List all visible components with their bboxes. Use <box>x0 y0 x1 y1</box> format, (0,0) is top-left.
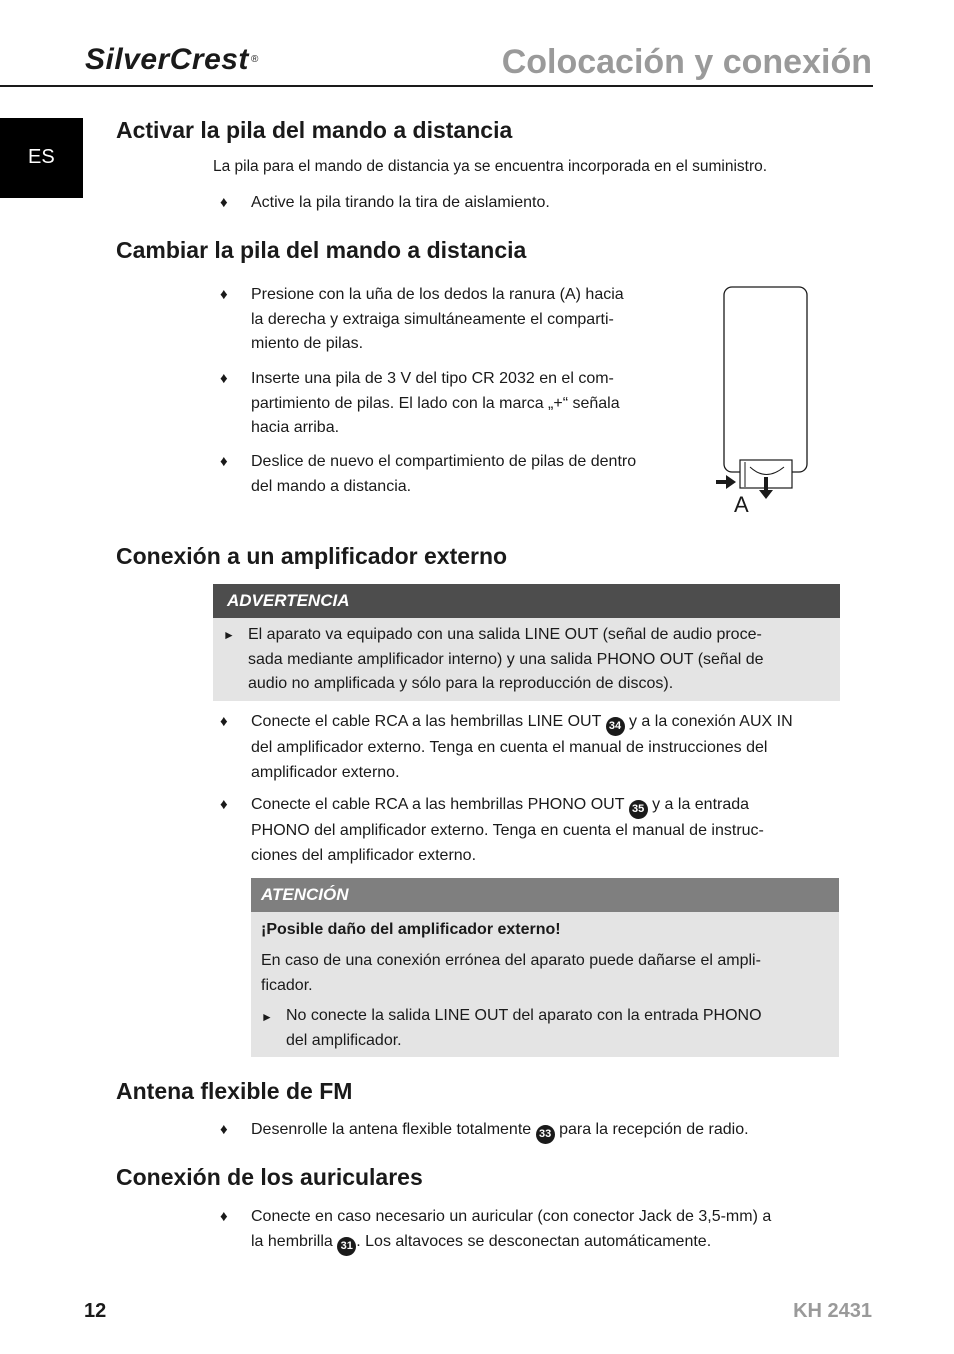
circled-number-icon: 33 <box>536 1125 555 1144</box>
list-item <box>220 191 550 216</box>
list-item-line: ciones del amplificador externo. <box>251 846 477 864</box>
caution-header <box>251 878 839 912</box>
caution-item <box>286 1004 762 1053</box>
list-item-line: miento de pilas. <box>251 335 364 352</box>
list-item-line: del amplificador externo. Tenga en cuenta el manual de instrucciones del <box>251 739 768 756</box>
text-span: la hembrilla <box>251 1232 333 1250</box>
section-heading-headphones: Conexión de los auriculares <box>116 1164 423 1190</box>
diamond-icon: ♦ <box>220 1121 228 1138</box>
section-heading-fm-antenna: Antena flexible de FM <box>116 1078 353 1104</box>
section-heading-change-battery: Cambiar la pila del mando a distancia <box>116 237 527 263</box>
list-item-line: Presione con la uña de los dedos la ranura (A) hacia <box>251 286 624 303</box>
language-label: ES <box>28 146 55 168</box>
warning-line: sada mediante amplificador interno) y una salida PHONO OUT (señal de <box>248 650 764 668</box>
warning-header <box>213 584 840 618</box>
page-title: Colocación y conexión <box>501 43 872 81</box>
page-number: 12 <box>84 1300 107 1322</box>
list-item <box>220 1118 749 1144</box>
list-item <box>220 367 620 441</box>
diamond-icon: ♦ <box>220 286 228 303</box>
circled-number-icon: 35 <box>629 800 648 819</box>
list-item <box>220 1205 772 1256</box>
warning-text <box>248 623 764 697</box>
text-span: Conecte el cable RCA a las hembrillas LINE OUT <box>251 713 602 730</box>
diamond-icon: ♦ <box>220 796 228 813</box>
list-item-line <box>251 710 793 736</box>
text-span: Conecte el cable RCA a las hembrillas PHONO OUT <box>251 796 625 813</box>
caution-text <box>261 949 761 998</box>
list-item-line: Conecte en caso necesario un auricular (con conector Jack de 3,5-mm) a <box>251 1208 772 1225</box>
list-item-line: la derecha y extraiga simultáneamente el comparti- <box>251 310 614 328</box>
remote-body <box>724 287 807 472</box>
intro-text: La pila para el mando de distancia ya se encuentra incorporada en el suministro. <box>213 158 768 175</box>
model-number: KH 2431 <box>793 1300 872 1322</box>
diamond-icon: ♦ <box>220 453 228 470</box>
list-item-line: Deslice de nuevo el compartimiento de pilas de dentro <box>251 453 637 470</box>
list-item-text: Active la pila tirando la tira de aislamiento. <box>251 194 550 211</box>
circled-number-icon: 31 <box>337 1237 356 1256</box>
list-item-line: Inserte una pila de 3 V del tipo CR 2032 en el com- <box>251 370 614 387</box>
list-item-line: amplificador externo. <box>251 763 400 781</box>
header-divider <box>0 85 873 87</box>
text-span: y a la conexión AUX IN <box>628 713 793 730</box>
push-arrow-icon <box>716 475 736 489</box>
caution-item-line: No conecte la salida LINE OUT del aparato con la entrada PHONO <box>286 1007 762 1024</box>
text-span: . Los altavoces se desconectan automáticamente. <box>356 1232 712 1250</box>
diamond-icon: ♦ <box>220 1208 228 1225</box>
list-item-line <box>251 1230 771 1256</box>
diamond-icon: ♦ <box>220 713 228 730</box>
list-item-line: PHONO del amplificador externo. Tenga en cuenta el manual de instruc- <box>251 822 764 839</box>
triangle-right-icon: ► <box>261 1010 273 1024</box>
language-tab <box>0 118 83 198</box>
remote-battery-illustration <box>712 282 822 522</box>
triangle-right-icon: ► <box>223 628 235 642</box>
caution-item-line: del amplificador. <box>286 1031 402 1049</box>
warning-line: audio no amplificada y sólo para la reproducción de discos). <box>248 675 674 692</box>
circled-number-icon: 34 <box>606 717 625 736</box>
caution-title: ATENCIÓN <box>261 885 349 904</box>
caution-line: En caso de una conexión errónea del aparato puede dañarse el ampli- <box>261 952 761 969</box>
text-span: Desenrolle la antena flexible totalmente <box>251 1121 532 1138</box>
list-item <box>220 793 764 868</box>
warning-title: ADVERTENCIA <box>227 591 350 610</box>
warning-box <box>213 618 840 701</box>
brand-name: SilverCrest <box>85 43 249 76</box>
figure-label: A <box>734 492 749 517</box>
list-item-line: partimiento de pilas. El lado con la marca „+“ señala <box>251 394 620 412</box>
diamond-icon: ♦ <box>220 194 228 211</box>
diamond-icon: ♦ <box>220 370 228 387</box>
caution-subtitle: ¡Posible daño del amplificador externo! <box>261 921 561 938</box>
text-span: y a la entrada <box>652 796 750 813</box>
section-heading-activate-battery: Activar la pila del mando a distancia <box>116 117 513 143</box>
registered-mark: ® <box>250 54 259 65</box>
text-span: para la recepción de radio. <box>559 1121 749 1138</box>
list-item-line: hacia arriba. <box>251 419 340 436</box>
section-heading-external-amplifier: Conexión a un amplificador externo <box>116 543 508 569</box>
list-item-line <box>251 793 764 819</box>
list-item <box>220 450 637 499</box>
warning-line: El aparato va equipado con una salida LINE OUT (señal de audio proce- <box>248 626 762 643</box>
list-item-line: del mando a distancia. <box>251 477 412 495</box>
list-item <box>220 283 624 357</box>
list-item <box>220 710 793 785</box>
brand-logo <box>85 40 259 80</box>
caution-box <box>251 912 839 1057</box>
caution-line: ficador. <box>261 976 313 994</box>
